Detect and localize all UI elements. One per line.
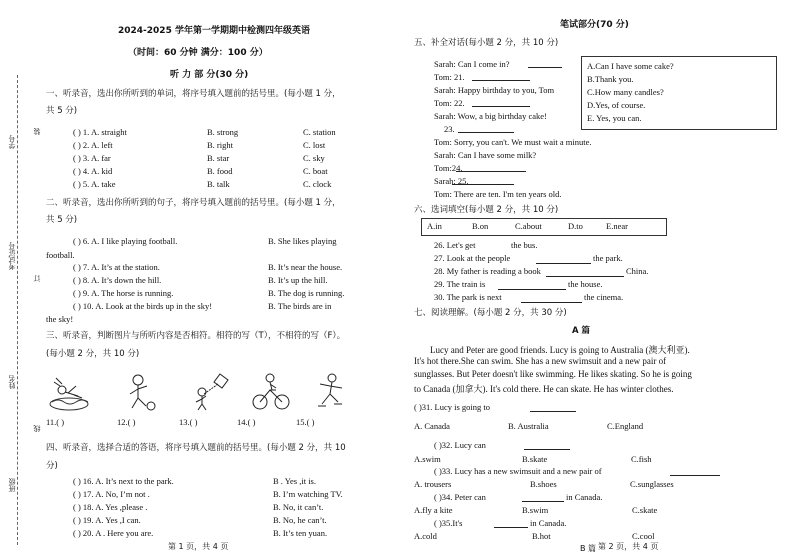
fill-question: 26. Let's get	[434, 240, 476, 250]
q31-option: B. Australia	[508, 421, 549, 431]
kite-girl-picture	[190, 372, 232, 412]
q-option-b: B. I’m watching TV.	[273, 489, 343, 499]
q-option-b: B. No, it can’t.	[273, 502, 324, 512]
s2-instruction: 二、听录音，选出你所听到的句子，将序号填入题前的括号里。(每小题 1 分，	[46, 198, 341, 208]
dialogue-line: Tom: 22.	[434, 98, 465, 108]
q-option-a: ( ) 18. A. Yes ,please .	[73, 502, 148, 512]
q-option-a: ( ) 10. A. Look at the birds up in the sky!	[73, 301, 213, 311]
answer-blank[interactable]	[536, 263, 591, 264]
s1-instruction-2: 共 5 分)	[46, 106, 78, 116]
answer-blank[interactable]	[458, 132, 514, 133]
part-a-label: A 篇	[572, 326, 591, 336]
answer-blank[interactable]	[472, 106, 530, 107]
answer-blank[interactable]	[522, 501, 564, 502]
q-option-b: B. She likes playing	[268, 236, 337, 246]
q-option-b: B. right	[207, 140, 233, 150]
s7-instruction: 七、阅读理解。(每小题 2 分，共 30 分)	[414, 308, 567, 318]
fill-question: 29. The train is	[434, 279, 486, 289]
answer-blank[interactable]	[546, 276, 624, 277]
q35-option: B.hot	[532, 531, 551, 541]
q-option-a: ( ) 5. A. take	[73, 179, 116, 189]
q-option-b: B. star	[207, 153, 230, 163]
right-page-footer: 第 2 页，共 4 页	[598, 542, 659, 551]
q-option-a: ( ) 20. A . Here you are.	[73, 528, 154, 538]
question-33: ( )33. Lucy has a new swimsuit and a new pair of	[434, 466, 602, 476]
judge-item[interactable]: 11.( )	[46, 417, 65, 427]
judge-item[interactable]: 14.( )	[237, 417, 256, 427]
judge-item[interactable]: 15.( )	[296, 417, 315, 427]
q-option-a: ( ) 4. A. kid	[73, 166, 113, 176]
question-35: ( )35.It's	[434, 518, 463, 528]
q-option-c: C. lost	[303, 140, 326, 150]
q-option-b: B. The birds are in	[268, 301, 332, 311]
page-title: 2024-2025 学年第一学期期中检测四年级英语	[118, 26, 310, 36]
q-option-a: ( ) 7. A. It’s at the station.	[73, 262, 160, 272]
q33-option: C.sunglasses	[630, 479, 674, 489]
word-option: A.in	[427, 221, 442, 231]
q-option-b: B. It’s ten yuan.	[273, 528, 328, 538]
binding-line	[17, 75, 18, 545]
fill-question-end: China.	[626, 266, 649, 276]
q-option-b: B. It’s near the house.	[268, 262, 343, 272]
s1-instruction: 一、听录音，选出你所听到的单词，将序号填入题前的括号里。(每小题 1 分，	[46, 89, 341, 99]
dialogue-line: Sarah: 25.	[434, 176, 469, 186]
q-option-c: C. boat	[303, 166, 328, 176]
dialogue-option: E. Yes, you can.	[587, 113, 642, 123]
fill-question: 30. The park is next	[434, 292, 502, 302]
q32-option: A.swim	[414, 454, 441, 464]
answer-blank[interactable]	[530, 411, 576, 412]
question-34-end: in Canada.	[566, 492, 603, 502]
q-option-a: ( ) 19. A. Yes ,I can.	[73, 515, 141, 525]
dialogue-line: Sarah: Can I come in?	[434, 59, 510, 69]
left-page-footer: 第 1 页，共 4 页	[168, 542, 229, 551]
part-b-label: B 篇	[580, 544, 597, 553]
q-option-a: ( ) 2. A. left	[73, 140, 113, 150]
passage-line: sunglasses. But Peter doesn't like swimming. He likes skating. So he is going	[414, 369, 692, 379]
fill-question-end: the cinema.	[584, 292, 624, 302]
dialogue-line: Sarah: Can I have some milk?	[434, 150, 537, 160]
listening-header: 听 力 部 分(30 分)	[170, 70, 249, 80]
q-option-b: B. food	[207, 166, 233, 176]
fill-question-end: the house.	[568, 279, 603, 289]
answer-blank[interactable]	[456, 171, 526, 172]
s6-options-box	[421, 218, 667, 236]
q-option-b: B. strong	[207, 127, 239, 137]
swimming-picture	[48, 372, 90, 412]
dialogue-line: Tom: Sorry, you can't. We must wait a minute.	[434, 137, 592, 147]
fill-question: 28. My father is reading a book	[434, 266, 541, 276]
s6-instruction: 六、选词填空(每小题 2 分，共 10 分)	[414, 205, 559, 215]
dialogue-line: Tom: There are ten. I'm ten years old.	[434, 189, 562, 199]
q34-option: C.skate	[632, 505, 658, 515]
answer-blank[interactable]	[494, 527, 528, 528]
answer-blank[interactable]	[670, 475, 720, 476]
q-option-a: ( ) 9. A. The horse is running.	[73, 288, 174, 298]
s2-instruction-2: 共 5 分)	[46, 215, 78, 225]
question-35-end: in Canada.	[530, 518, 567, 528]
word-option: D.to	[568, 221, 583, 231]
word-option: B.on	[472, 221, 489, 231]
q-option-a: ( ) 8. A. It’s down the hill.	[73, 275, 162, 285]
dialogue-line: Sarah: Wow, a big birthday cake!	[434, 111, 547, 121]
written-header: 笔试部分(70 分)	[560, 20, 629, 30]
question-34: ( )34. Peter can	[434, 492, 486, 502]
q-option-c: C. clock	[303, 179, 332, 189]
passage-line: It's hot there.She can swim. She has a new swimsuit and a new pair of	[414, 356, 667, 366]
answer-blank[interactable]	[452, 184, 514, 185]
q-option-b: B. It’s up the hill.	[268, 275, 328, 285]
q-option-a: ( ) 3. A. far	[73, 153, 111, 163]
answer-blank[interactable]	[472, 80, 530, 81]
dialogue-option: A.Can I have some cake?	[587, 61, 674, 71]
q-option-a: ( ) 1. A. straight	[73, 127, 127, 137]
dialogue-option: C.How many candles?	[587, 87, 664, 97]
q-option-b: B. No, he can’t.	[273, 515, 327, 525]
s5-instruction: 五、补全对话(每小题 2 分，共 10 分)	[414, 38, 559, 48]
question-31: ( )31. Lucy is going to	[414, 402, 491, 412]
q32-option: B.skate	[522, 454, 548, 464]
answer-blank[interactable]	[524, 449, 570, 450]
question-32: ( )32. Lucy can	[434, 440, 486, 450]
side-label-student-id: 学号	[8, 135, 16, 149]
s3-instruction-2: (每小题 2 分，共 10 分)	[46, 349, 140, 359]
passage-line: to Canada (加拿大). It's cold there. He can skate. He has winter clothes.	[414, 384, 674, 394]
q-option-b: B. talk	[207, 179, 230, 189]
q-option-c: C. station	[303, 127, 336, 137]
dialogue-option: D.Yes, of course.	[587, 100, 646, 110]
exam-meta: （时间：60 分钟 满分：100 分）	[128, 48, 268, 58]
side-label-exam-id: 考试证号	[8, 242, 16, 270]
judge-item[interactable]: 13.( )	[179, 417, 198, 427]
passage-line: Lucy and Peter are good friends. Lucy is going to Australia (澳大利亚).	[430, 345, 690, 355]
q31-option: C.England	[607, 421, 644, 431]
dialogue-option: B.Thank you.	[587, 74, 634, 84]
q33-option: A. trousers	[414, 479, 452, 489]
fill-question: 27. Look at the people	[434, 253, 511, 263]
q31-option: A. Canada	[414, 421, 450, 431]
soccer-boy-picture	[120, 372, 162, 412]
answer-blank[interactable]	[521, 302, 582, 303]
q34-option: B.swim	[522, 505, 549, 515]
dialogue-line: 23.	[444, 124, 455, 134]
word-option: E.near	[606, 221, 628, 231]
s3-instruction: 三、听录音，判断图片与所听内容是否相符。相符的写（T），不相符的写（F）。	[46, 331, 346, 341]
q-option-a: football.	[46, 250, 75, 260]
q34-option: A.fly a kite	[414, 505, 453, 515]
q-option-a: the sky!	[46, 314, 74, 324]
q33-option: B.shoes	[530, 479, 557, 489]
fill-question-end: the park.	[593, 253, 623, 263]
q-option-a: ( ) 17. A. No, I’m not .	[73, 489, 150, 499]
q-option-c: C. sky	[303, 153, 325, 163]
dialogue-line: Tom: 21.	[434, 72, 465, 82]
answer-blank[interactable]	[498, 289, 566, 290]
fill-question-end: the bus.	[511, 240, 538, 250]
side-label-class: 班级	[8, 478, 16, 492]
skating-picture	[310, 372, 352, 412]
dialogue-line: Tom:24.	[434, 163, 463, 173]
word-option: C.about	[515, 221, 542, 231]
q35-option: A.cold	[414, 531, 437, 541]
q35-option: C.cool	[632, 531, 655, 541]
seal-mark-2: 订	[33, 275, 41, 282]
s4-instruction-2: 分)	[46, 461, 58, 471]
q32-option: C.fish	[631, 454, 652, 464]
answer-blank[interactable]	[528, 67, 562, 68]
q-option-a: ( ) 16. A. It’s next to the park.	[73, 476, 174, 486]
seal-mark-3: 线	[33, 425, 41, 432]
cycling-picture	[250, 372, 292, 412]
dialogue-line: Sarah: Happy birthday to you, Tom	[434, 85, 555, 95]
s4-instruction: 四、听录音，选择合适的答语，将序号填入题前的括号里。(每小题 2 分，共 10	[46, 443, 346, 453]
q-option-b: B . Yes ,it is.	[273, 476, 316, 486]
judge-item[interactable]: 12.( )	[117, 417, 136, 427]
q-option-a: ( ) 6. A. I like playing football.	[73, 236, 178, 246]
q-option-b: B. The dog is running.	[268, 288, 345, 298]
side-label-name: 姓名	[8, 375, 16, 389]
seal-mark-1: 装	[33, 128, 41, 135]
